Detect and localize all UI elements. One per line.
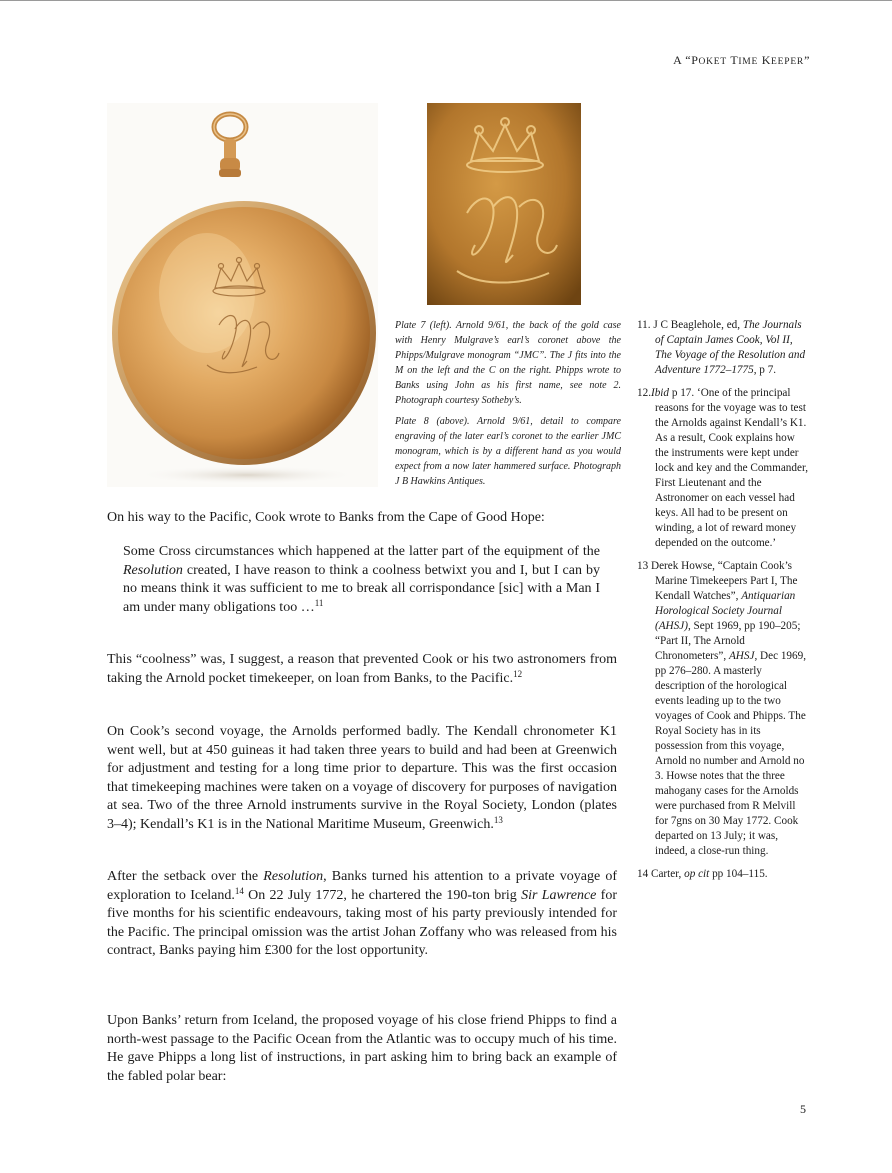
engraving-detail-photo — [427, 103, 581, 305]
footnote-12: 12.Ibid p 17. ‘One of the principal reasons for the voyage was to test the Arnolds against Kendall’s K1. As a result, Cook explains how the instruments were kept under lock and key and the Commander, First Lieutenant and the Astronomer on each vessel had keys. All had to be present on winding, a lot of reward money depended on the outcome.’ — [637, 387, 809, 549]
pocket-watch-photo — [107, 103, 378, 487]
paragraph-coolness: This “coolness” was, I suggest, a reason that prevented Cook or his two astronomers from taking the Arnold pocket timekeeper, on loan from Banks, to the Pacific.$^{12}$ — [107, 652, 617, 686]
block-quote: Some Cross circumstances which happened at the latter part of the equipment of the Resolution created, I have reason to think a coolness betwixt you and I, but I can by no means think it was sufficient to me to break all corrispondance [sic] with a Man I am under many obligations too …$^{11}$ — [123, 544, 600, 615]
footnote-13: 13 Derek Howse, “Captain Cook’s Marine Timekeepers Part I, The Kendall Watches”, Antiquarian Horological Society Journal (AHSJ), Sept 1969, pp 190–205; “Part II, The Arnold Chronometers”, AHSJ, Dec 1969, pp 276–280. A masterly description of the horological events leading up to the two voyages of Cook and Phipps. The Royal Society has in its possession from this voyage, Arnold no number and Arnold no 3. Howse notes that the three mahogany cases for the Arnolds were purchased from R Melvill for 7gns on 30 May 1772. Cook departed on 13 July; it was, indeed, a close-run thing. — [637, 560, 807, 857]
caption-plate-8: Plate 8 (above). Arnold 9/61, detail to compare engraving of the later earl’s coronet to the earlier JMC monogram, which is by a different hand as you would expect from a now later hammered surface. Photograph J B Hawkins Antiques. — [395, 416, 621, 487]
page-number: 5 — [800, 1102, 806, 1116]
footnote-14: 14 Carter, op cit pp 104–115. — [637, 868, 768, 880]
footnote-ref-11: 11 — [314, 597, 324, 608]
paragraph-phipps: Upon Banks’ return from Iceland, the proposed voyage of his close friend Phipps to find a north-west passage to the Pacific Ocean from the Atlantic was to occupy much of his time. He gave Phipps a long list of instructions, in part asking him to bring back an example of the fabled polar bear: — [107, 1013, 617, 1084]
paragraph-second-voyage: On Cook’s second voyage, the Arnolds performed badly. The Kendall chronometer K1 went well, but at 450 guineas it had taken three years to build and had been at Greenwich for adjustment and testing for a long time prior to departure. This was the first occasion that timekeeping machines were taken on a voyage of discovery for purposes of navigation at sea. Two of the three Arnold instruments survive in the Royal Society, London (plates 3–4); Kendall’s K1 is in the National Maritime Museum, Greenwich.$^{13}$ — [107, 724, 617, 832]
paragraph-iceland: After the setback over the Resolution, Banks turned his attention to a private voyage of exploration to Iceland.$^{14}$ On 22 July 1772, he chartered the 190-ton brig Sir Lawrence for five months for his scientific endeavours, taking most of his party previously intended for the Pacific. The principal omission was the artist Johan Zoffany who was released from his contract, Banks paying him £300 for the lost opportunity. — [107, 869, 617, 958]
footnote-ref-12: 12 — [513, 668, 523, 679]
paragraph-intro: On his way to the Pacific, Cook wrote to Banks from the Cape of Good Hope: — [107, 510, 545, 525]
footnotes — [637, 318, 809, 890]
footnote-11: 11. J C Beaglehole, ed, The Journals of Captain James Cook, Vol II, The Voyage of the Resolution and Adventure 1772–1775, p 7. — [637, 319, 806, 376]
caption-plate-7: Plate 7 (left). Arnold 9/61, the back of the gold case with Henry Mulgrave’s earl’s coronet above the Phipps/Mulgrave monogram “JMC”. The J fits into the M on the left and the C on the right. Phipps wrote to Banks using John as his first name, see note 2. Photograph courtesy Sotheby’s. — [395, 320, 621, 406]
footnote-ref-13: 13 — [493, 814, 503, 825]
running-head: A “POKET TIME KEEPER” — [673, 53, 810, 67]
footnote-ref-14: 14 — [234, 885, 244, 896]
top-rule — [0, 0, 892, 1]
